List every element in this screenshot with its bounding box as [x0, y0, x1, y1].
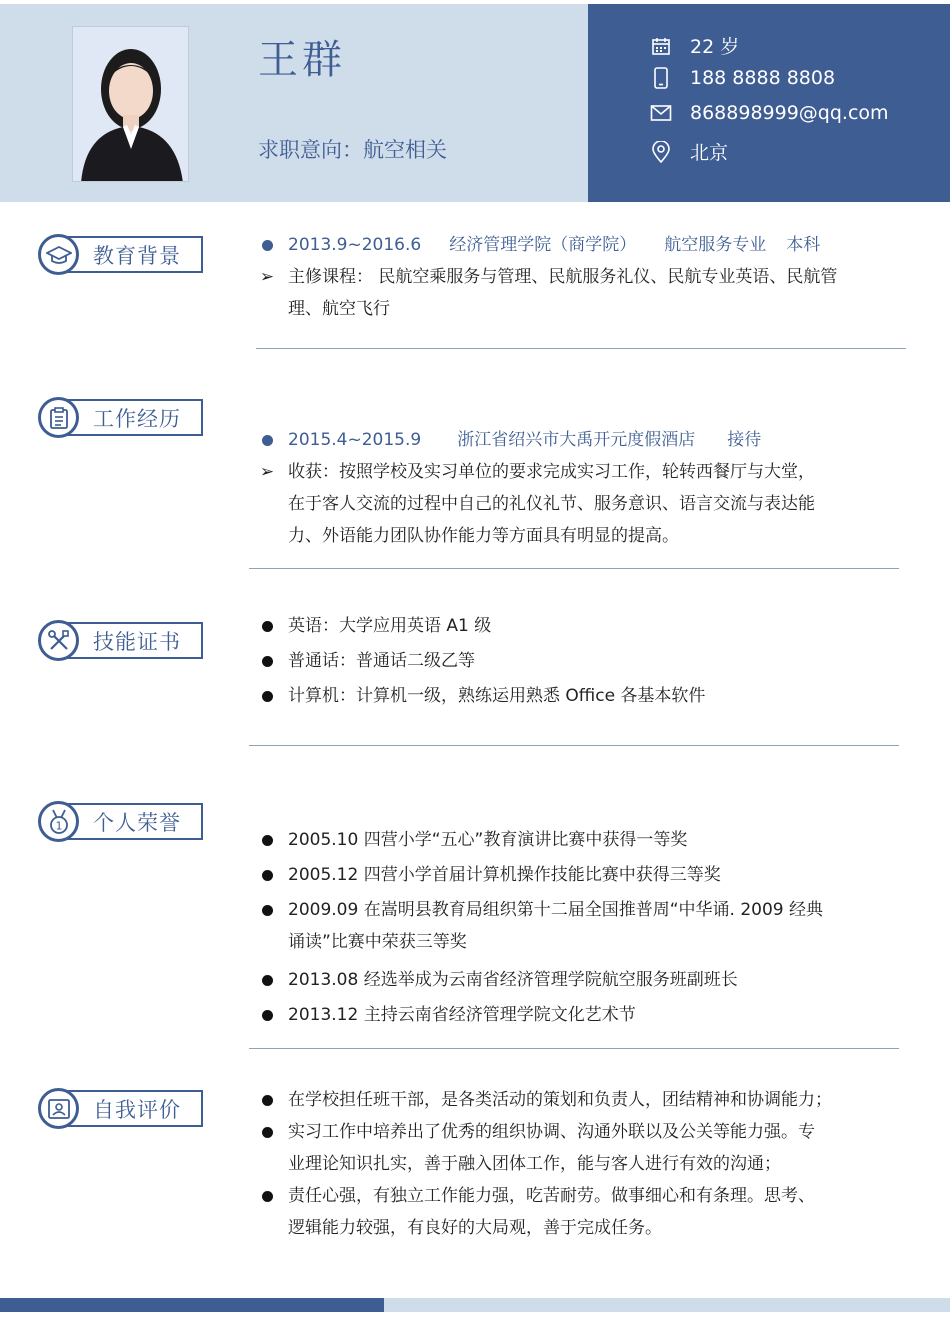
section-label: 工作经历 — [93, 407, 181, 431]
arrow-bullet-icon: ➢ — [259, 462, 275, 482]
work-role: 接待 — [727, 430, 762, 450]
age-text: 22 岁 — [690, 36, 740, 58]
section-title-work — [38, 397, 203, 438]
tools-icon — [38, 620, 79, 661]
education-degree: 本科 — [786, 235, 821, 255]
footer-bar-dark — [0, 1298, 384, 1312]
section-label: 教育背景 — [93, 244, 181, 268]
education-school: 经济管理学院（商学院） — [449, 235, 637, 255]
divider — [249, 568, 899, 569]
divider — [249, 745, 899, 746]
email-text: 868898999@qq.com — [690, 102, 889, 124]
candidate-name: 王群 — [258, 37, 346, 83]
city-text: 北京 — [690, 142, 729, 164]
medal-icon — [38, 801, 79, 842]
location-pin-icon — [650, 141, 672, 163]
contact-phone — [650, 67, 835, 89]
svg-text:1: 1 — [55, 819, 62, 832]
contact-age — [650, 32, 739, 59]
section-title-education — [38, 234, 203, 275]
profile-photo — [72, 26, 189, 182]
phone-text: 188 8888 8808 — [690, 67, 836, 89]
work-period: 2015.4~2015.9 — [288, 430, 422, 450]
arrow-bullet-icon: ➢ — [259, 267, 275, 287]
contact-email — [650, 102, 889, 124]
footer-bar-light — [384, 1298, 950, 1312]
section-label: 自我评价 — [93, 1098, 181, 1122]
education-period: 2013.9~2016.6 — [288, 235, 422, 255]
contact-city — [650, 138, 728, 165]
section-title-skills — [38, 620, 203, 661]
divider — [249, 1048, 899, 1049]
contact-panel — [588, 4, 950, 202]
job-intent: 求职意向：航空相关 — [258, 138, 447, 162]
phone-icon — [650, 67, 672, 89]
section-title-honors — [38, 801, 203, 842]
divider — [256, 348, 906, 349]
graduation-cap-icon — [38, 234, 79, 275]
education-major: 航空服务专业 — [664, 235, 767, 255]
work-company: 浙江省绍兴市大禹开元度假酒店 — [457, 430, 696, 450]
calendar-icon — [650, 35, 672, 57]
clipboard-icon — [38, 397, 79, 438]
section-label: 技能证书 — [93, 630, 181, 654]
header-band — [0, 4, 950, 202]
section-label: 个人荣誉 — [93, 811, 181, 835]
id-card-icon — [38, 1088, 79, 1129]
section-title-self-evaluation — [38, 1088, 203, 1129]
mail-icon — [650, 102, 672, 124]
